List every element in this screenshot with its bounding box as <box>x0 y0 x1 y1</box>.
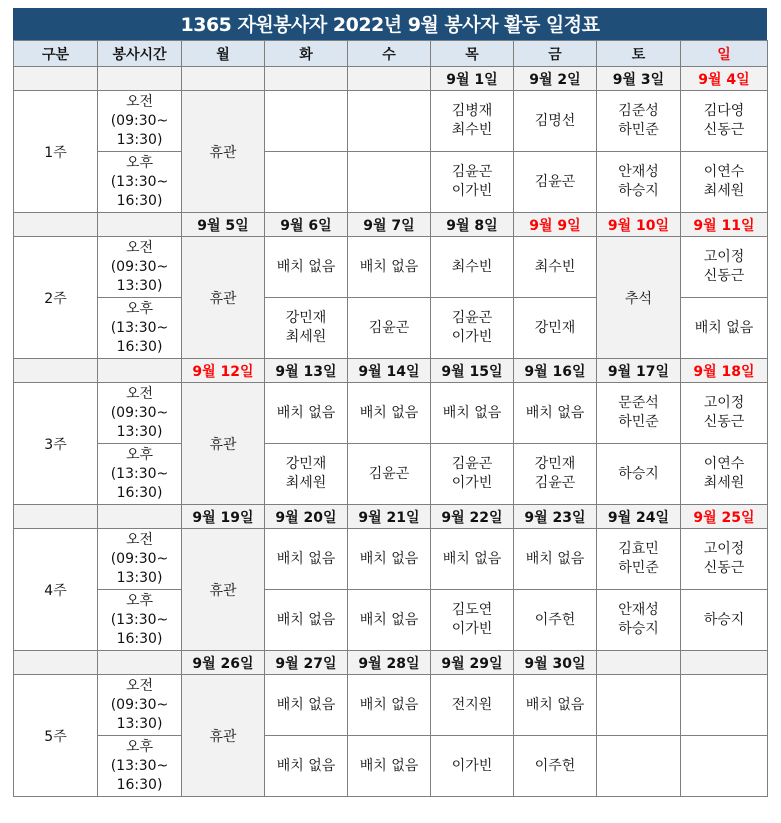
week-label: 5주 <box>14 675 98 797</box>
header-row <box>14 41 768 67</box>
slot-pm: 오후 (13:30~ 16:30) <box>98 152 182 213</box>
date-cell: 9월 13일 <box>265 359 348 383</box>
assignment-cell: 김윤곤 <box>348 444 431 505</box>
slot-am: 오전 (09:30~ 13:30) <box>98 383 182 444</box>
assignment-cell: 강민재 <box>514 298 597 359</box>
date-row-week5 <box>14 651 768 675</box>
slot-pm: 오후 (13:30~ 16:30) <box>98 298 182 359</box>
date-cell: 9월 26일 <box>182 651 265 675</box>
header-saturday: 토 <box>597 41 681 67</box>
week-label: 2주 <box>14 237 98 359</box>
closed-cell: 휴관 <box>182 529 265 651</box>
holiday-cell: 추석 <box>597 237 681 359</box>
date-row-week3 <box>14 359 768 383</box>
assignment-cell: 배치 없음 <box>514 529 597 590</box>
date-cell: 9월 27일 <box>265 651 348 675</box>
header-monday: 월 <box>182 41 265 67</box>
am-row-week5 <box>14 675 768 736</box>
date-cell: 9월 14일 <box>348 359 431 383</box>
slot-am: 오전 (09:30~ 13:30) <box>98 91 182 152</box>
assignment-cell: 안재성 하승지 <box>597 152 681 213</box>
assignment-cell: 이연수 최세원 <box>681 444 768 505</box>
date-cell: 9월 8일 <box>431 213 514 237</box>
schedule-table <box>13 40 768 797</box>
assignment-cell: 김윤곤 이가빈 <box>431 298 514 359</box>
date-cell: 9월 1일 <box>431 67 514 91</box>
header-sunday: 일 <box>681 41 768 67</box>
week-label: 4주 <box>14 529 98 651</box>
assignment-cell: 김윤곤 이가빈 <box>431 444 514 505</box>
assignment-cell: 배치 없음 <box>265 529 348 590</box>
assignment-cell: 김도연 이가빈 <box>431 590 514 651</box>
header-volunteer-time: 봉사시간 <box>98 41 182 67</box>
header-tuesday: 화 <box>265 41 348 67</box>
slot-am: 오전 (09:30~ 13:30) <box>98 675 182 736</box>
date-cell: 9월 7일 <box>348 213 431 237</box>
date-cell: 9월 15일 <box>431 359 514 383</box>
closed-cell: 휴관 <box>182 237 265 359</box>
date-cell: 9월 23일 <box>514 505 597 529</box>
date-cell: 9월 30일 <box>514 651 597 675</box>
pm-row-week1 <box>14 152 768 213</box>
assignment-cell: 배치 없음 <box>514 383 597 444</box>
assignment-cell: 배치 없음 <box>348 675 431 736</box>
date-cell: 9월 20일 <box>265 505 348 529</box>
assignment-cell: 이연수 최세원 <box>681 152 768 213</box>
assignment-cell: 고이정 신동근 <box>681 383 768 444</box>
date-cell: 9월 22일 <box>431 505 514 529</box>
assignment-cell: 문준석 하민준 <box>597 383 681 444</box>
date-row-week2 <box>14 213 768 237</box>
closed-cell: 휴관 <box>182 383 265 505</box>
assignment-cell: 전지원 <box>431 675 514 736</box>
assignment-cell: 하승지 <box>681 590 768 651</box>
slot-pm: 오후 (13:30~ 16:30) <box>98 590 182 651</box>
date-cell: 9월 29일 <box>431 651 514 675</box>
closed-cell: 휴관 <box>182 675 265 797</box>
date-cell: 9월 21일 <box>348 505 431 529</box>
assignment-cell: 배치 없음 <box>514 675 597 736</box>
assignment-cell: 최수빈 <box>431 237 514 298</box>
date-cell: 9월 9일 <box>514 213 597 237</box>
date-row-week4 <box>14 505 768 529</box>
date-cell: 9월 11일 <box>681 213 768 237</box>
assignment-cell: 고이정 신동근 <box>681 237 768 298</box>
date-cell: 9월 5일 <box>182 213 265 237</box>
date-cell: 9월 10일 <box>597 213 681 237</box>
assignment-cell: 최수빈 <box>514 237 597 298</box>
date-cell: 9월 12일 <box>182 359 265 383</box>
slot-pm: 오후 (13:30~ 16:30) <box>98 444 182 505</box>
assignment-cell: 배치 없음 <box>348 383 431 444</box>
assignment-cell: 김준성 하민준 <box>597 91 681 152</box>
assignment-cell: 배치 없음 <box>265 675 348 736</box>
assignment-cell: 배치 없음 <box>431 529 514 590</box>
date-cell: 9월 2일 <box>514 67 597 91</box>
slot-pm: 오후 (13:30~ 16:30) <box>98 736 182 797</box>
am-row-week1 <box>14 91 768 152</box>
slot-am: 오전 (09:30~ 13:30) <box>98 529 182 590</box>
header-thursday: 목 <box>431 41 514 67</box>
assignment-cell: 강민재 김윤곤 <box>514 444 597 505</box>
header-category: 구분 <box>14 41 98 67</box>
closed-cell: 휴관 <box>182 91 265 213</box>
date-cell: 9월 18일 <box>681 359 768 383</box>
week-label: 1주 <box>14 91 98 213</box>
assignment-cell: 김병재 최수빈 <box>431 91 514 152</box>
assignment-cell: 하승지 <box>597 444 681 505</box>
assignment-cell: 강민재 최세원 <box>265 298 348 359</box>
assignment-cell: 배치 없음 <box>348 736 431 797</box>
assignment-cell: 김효민 하민준 <box>597 529 681 590</box>
am-row-week2 <box>14 237 768 298</box>
assignment-cell: 김명선 <box>514 91 597 152</box>
date-cell: 9월 28일 <box>348 651 431 675</box>
assignment-cell: 배치 없음 <box>265 590 348 651</box>
assignment-cell: 이주헌 <box>514 736 597 797</box>
assignment-cell: 배치 없음 <box>681 298 768 359</box>
assignment-cell: 이가빈 <box>431 736 514 797</box>
assignment-cell: 배치 없음 <box>265 736 348 797</box>
date-row-week1 <box>14 67 768 91</box>
header-friday: 금 <box>514 41 597 67</box>
date-cell: 9월 24일 <box>597 505 681 529</box>
assignment-cell: 배치 없음 <box>348 529 431 590</box>
assignment-cell: 김윤곤 <box>514 152 597 213</box>
slot-am: 오전 (09:30~ 13:30) <box>98 237 182 298</box>
assignment-cell: 배치 없음 <box>348 237 431 298</box>
date-cell: 9월 19일 <box>182 505 265 529</box>
assignment-cell: 김다영 신동근 <box>681 91 768 152</box>
schedule-container <box>13 8 767 797</box>
pm-row-week4 <box>14 590 768 651</box>
date-cell: 9월 6일 <box>265 213 348 237</box>
date-cell: 9월 16일 <box>514 359 597 383</box>
date-cell: 9월 17일 <box>597 359 681 383</box>
assignment-cell: 이주헌 <box>514 590 597 651</box>
am-row-week3 <box>14 383 768 444</box>
date-cell: 9월 25일 <box>681 505 768 529</box>
assignment-cell: 배치 없음 <box>265 237 348 298</box>
assignment-cell: 배치 없음 <box>348 590 431 651</box>
assignment-cell: 고이정 신동근 <box>681 529 768 590</box>
am-row-week4 <box>14 529 768 590</box>
pm-row-week5 <box>14 736 768 797</box>
assignment-cell: 배치 없음 <box>265 383 348 444</box>
assignment-cell: 배치 없음 <box>431 383 514 444</box>
date-cell: 9월 4일 <box>681 67 768 91</box>
assignment-cell: 김윤곤 <box>348 298 431 359</box>
date-cell: 9월 3일 <box>597 67 681 91</box>
schedule-title: 1365 자원봉사자 2022년 9월 봉사자 활동 일정표 <box>13 8 767 40</box>
assignment-cell: 안재성 하승지 <box>597 590 681 651</box>
header-wednesday: 수 <box>348 41 431 67</box>
pm-row-week3 <box>14 444 768 505</box>
assignment-cell: 김윤곤 이가빈 <box>431 152 514 213</box>
assignment-cell: 강민재 최세원 <box>265 444 348 505</box>
week-label: 3주 <box>14 383 98 505</box>
